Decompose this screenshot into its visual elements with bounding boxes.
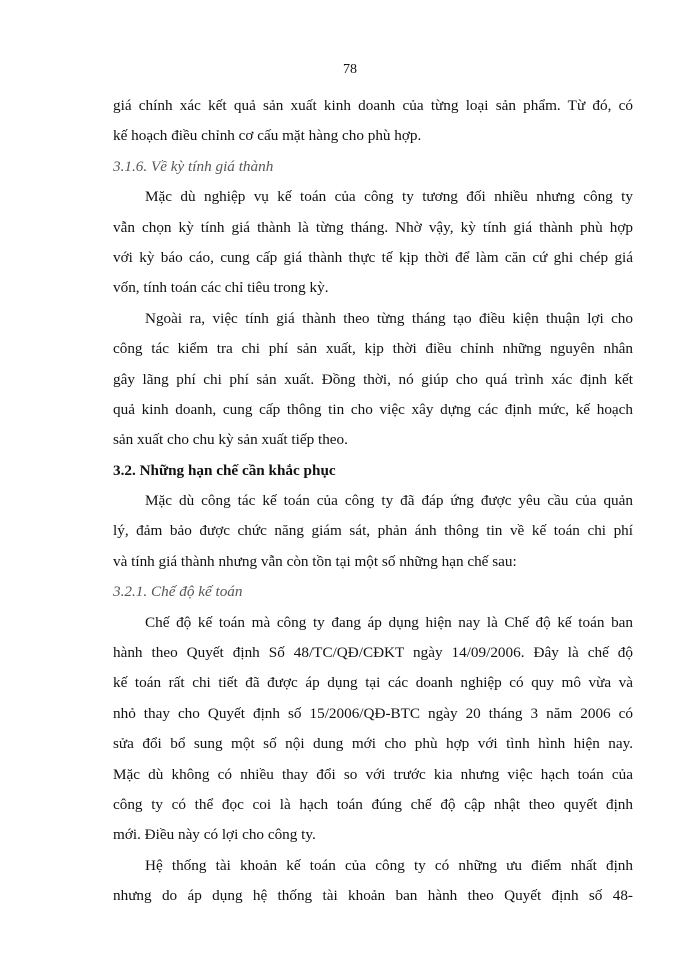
text-line: với kỳ báo cáo, cung cấp giá thành thực tế kịp thời để làm căn cứ ghi chép giá [113,248,633,266]
text-line: công ty có thể đọc coi là hạch toán đúng chế độ cập nhật theo quyết định [113,795,633,813]
text-line: lý, đảm bảo được chức năng giám sát, phản ánh thông tin về kế toán chi phí [113,522,633,540]
text-line: công tác kiểm tra chi phí sản xuất, kịp thời điều chỉnh những nguyên nhân [113,340,633,358]
text-line: Mặc dù không có nhiều thay đổi so với trước kia nhưng việc hạch toán của [113,765,633,783]
text-line: kế toán rất chi tiết đã được áp dụng tại các doanh nghiệp có quy mô vừa và [113,674,633,692]
text-line: gây lãng phí chi phí sản xuất. Đồng thời, nó giúp cho quá trình xác định kết [113,370,633,388]
text-line: kế hoạch điều chỉnh cơ cấu mặt hàng cho phù hợp. [113,127,422,145]
text-line: Hệ thống tài khoản kế toán của công ty có những ưu điểm nhất định [145,856,633,874]
text-line: hành theo Quyết định Số 48/TC/QĐ/CĐKT ngày 14/09/2006. Đây là chế độ [113,644,633,662]
text-line: sản xuất cho chu kỳ sản xuất tiếp theo. [113,431,348,449]
text-line: và tính giá thành nhưng vẫn còn tồn tại một số những hạn chế sau: [113,552,517,570]
text-line: vốn, tính toán các chỉ tiêu trong kỳ. [113,279,329,297]
text-line: mới. Điều này có lợi cho công ty. [113,826,316,844]
section-heading-3-1-6: 3.1.6. Về kỳ tính giá thành [113,157,274,175]
text-line: Chế độ kế toán mà công ty đang áp dụng hiện nay là Chế độ kế toán ban [145,613,633,631]
page-number: 78 [343,62,357,77]
text-line: vẫn chọn kỳ tính giá thành là từng tháng. Nhờ vậy, kỳ tính giá thành phù hợp [113,218,633,236]
text-line: Mặc dù công tác kế toán của công ty đã đáp ứng được yêu cầu của quản [145,492,633,510]
text-line: Mặc dù nghiệp vụ kế toán của công ty tương đối nhiều nhưng công ty [145,188,633,206]
section-heading-3-2-1: 3.2.1. Chế độ kế toán [113,583,243,601]
text-line: giá chính xác kết quả sản xuất kinh doanh của từng loại sản phẩm. Từ đó, có [113,97,633,114]
document-body [113,91,633,912]
section-heading-3-2: 3.2. Những hạn chế cần khắc phục [113,461,336,479]
text-line: quả kinh doanh, cung cấp thông tin cho việc xây dựng các định mức, kế hoạch [113,400,633,418]
text-line: nhỏ thay cho Quyết định số 15/2006/QĐ-BTC ngày 20 tháng 3 năm 2006 có [113,704,633,722]
text-line: nhưng do áp dụng hệ thống tài khoản ban hành theo Quyết định số 48- [113,887,633,905]
text-line: sửa đổi bổ sung một số nội dung mới cho phù hợp với tình hình hiện nay. [113,735,633,753]
text-line: Ngoài ra, việc tính giá thành theo từng tháng tạo điều kiện thuận lợi cho [145,309,633,327]
